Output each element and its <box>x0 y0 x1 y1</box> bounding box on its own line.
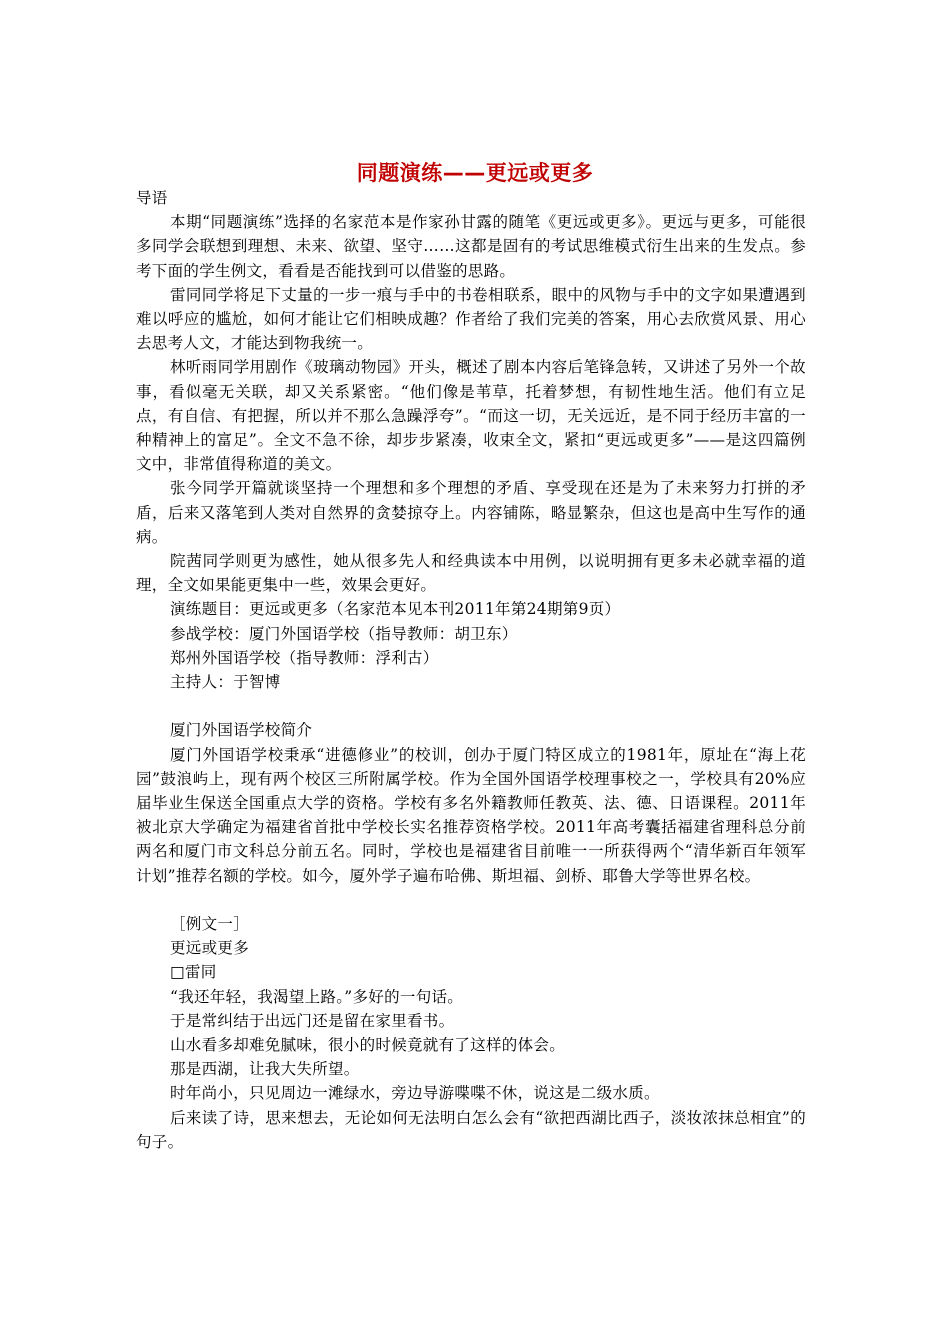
document-title: 同题演练——更远或更多 <box>356 161 594 185</box>
example-paragraph: 于是常纠结于出远门还是留在家里看书。 <box>170 1011 455 1030</box>
host-line: 主持人：于智博 <box>170 673 281 692</box>
school-intro-heading: 厦门外国语学校简介 <box>170 721 313 740</box>
intro-paragraph: 院茜同学则更为感性，她从很多先人和经典读本中用例，以说明拥有更多未必就幸福的道理，全文如果能更集中一些，效果会更好。 <box>136 552 806 595</box>
participating-school-2: 郑州外国语学校（指导教师：浮利古） <box>170 648 439 667</box>
intro-paragraph: 林听雨同学用剧作《玻璃动物园》开头，概述了剧本内容后笔锋急转，又讲述了另外一个故事，看似毫无关联，却又关系紧密。“他们像是苇草，托着梦想，有韧性地生活。他们有立足点，有自信、有把握，所以并不那么急躁浮夸”。“而这一切，无关远近，是不同于经历丰富的一种精神上的富足”。全文不急不徐，却步步紧凑，收束全文，紧扣“更远或更多”——是这四篇例文中，非常值得称道的美文。 <box>136 358 806 474</box>
document-body <box>136 186 806 1154</box>
school-intro-paragraph: 厦门外国语学校秉承“进德修业”的校训，创办于厦门特区成立的1981年，原址在“海上花园”鼓浪屿上，现有两个校区三所附属学校。作为全国外国语学校理事校之一，学校具有20%应届毕业生保送全国重点大学的资格。学校有多名外籍教师任教英、法、德、日语课程。2011年被北京大学确定为福建省首批中学校长实名推荐资格学校。2011年高考囊括福建省理科总分前两名和厦门市文科总分前五名。同时，学校也是福建省目前唯一一所获得两个“清华新百年领军计划”推荐名额的学校。如今，厦外学子遍布哈佛、斯坦福、剑桥、耶鲁大学等世界名校。 <box>136 745 806 885</box>
blank-line <box>136 694 806 718</box>
participating-school-1: 参战学校：厦门外国语学校（指导教师：胡卫东） <box>170 624 518 643</box>
intro-paragraph: 本期“同题演练”选择的名家范本是作家孙甘露的随笔《更远或更多》。更远与更多，可能很多同学会联想到理想、未来、欲望、坚守……这都是固有的考试思维模式衍生出来的生发点。参考下面的学生例文，看看是否能找到可以借鉴的思路。 <box>136 213 806 280</box>
exercise-topic: 演练题目：更远或更多（名家范本见本刊2011年第24期第9页） <box>170 600 621 619</box>
example-title: 更远或更多 <box>170 939 250 958</box>
example-paragraph: 后来读了诗，思来想去，无论如何无法明白怎么会有“欲把西湖比西子，淡妆浓抹总相宜”的句子。 <box>136 1108 806 1151</box>
example-paragraph: “我还年轻，我渴望上路。”多好的一句话。 <box>170 987 464 1006</box>
example-paragraph: 山水看多却难免腻味，很小的时候竟就有了这样的体会。 <box>170 1036 566 1055</box>
example-paragraph: 那是西湖，让我大失所望。 <box>170 1060 360 1079</box>
example-author: □雷同 <box>170 963 217 982</box>
intro-heading: 导语 <box>136 189 168 207</box>
example-paragraph: 时年尚小，只见周边一滩绿水，旁边导游喋喋不休，说这是二级水质。 <box>170 1084 660 1103</box>
blank-line <box>136 888 806 912</box>
intro-paragraph: 雷同同学将足下丈量的一步一痕与手中的书卷相联系，眼中的风物与手中的文字如果遭遇到难以呼应的尴尬，如何才能让它们相映成趣？作者给了我们完美的答案，用心去欣赏风景、用心去思考人文，才能达到物我统一。 <box>136 285 806 353</box>
example-label: ［例文一］ <box>170 915 250 934</box>
intro-paragraph: 张今同学开篇就谈坚持一个理想和多个理想的矛盾、享受现在还是为了未来努力打拼的矛盾，后来又落笔到人类对自然界的贪婪掠夺上。内容铺陈，略显繁杂，但这也是高中生写作的通病。 <box>136 479 806 546</box>
